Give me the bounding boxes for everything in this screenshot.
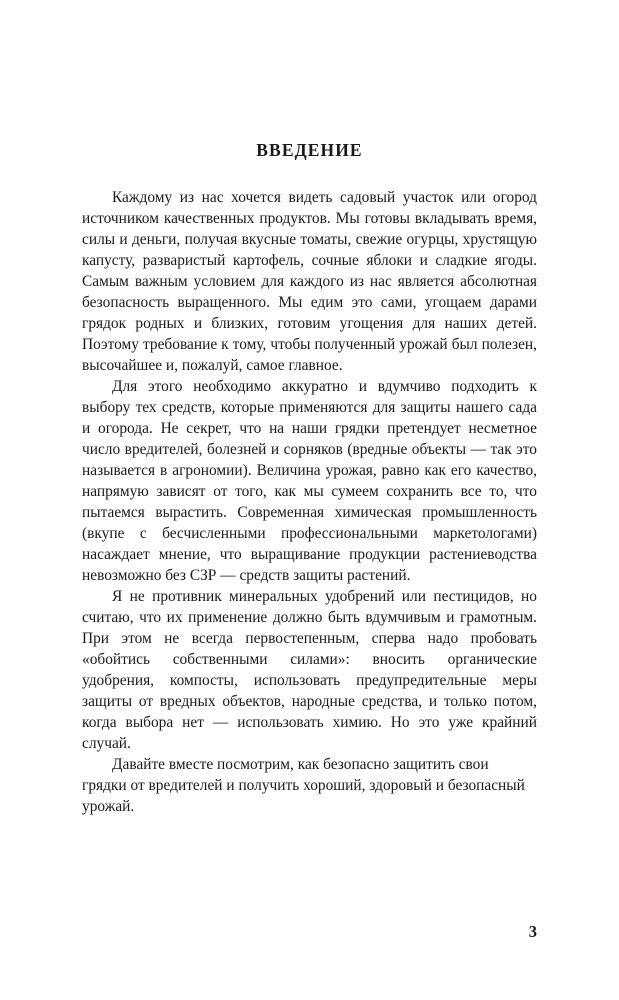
paragraph: Я не противник минеральных удобрений или пестицидов, но считаю, что их применение должно быть вдумчивым и грамотным. При этом не всегда первостепенным, сперва надо пробовать «обойтись собственными силами»: вносить органические удобрения, компосты, использовать предупредительные меры защиты от вредных объектов, народные средства, и только потом, когда выбора нет — использовать химию. Но это уже крайний случай. [82, 588, 537, 753]
paragraph: Каждому из нас хочется видеть садовый участок или огород источником качественных продуктов. Мы готовы вкладывать время, силы и деньги, получая вкусные томаты, свежие огурцы, хрустящую капусту, разваристый картофель, сочные яблоки и сладкие ягоды. Самым важным условием для каждого из нас является абсолютная безопасность выращенного. Мы едим это сами, угощаем дарами грядок родных и близких, готовим угощения для наших детей. Поэтому требование к тому, чтобы полученный урожай был полезен, высочайшее и, пожалуй, самое главное. [82, 189, 537, 375]
paragraph: Для этого необходимо аккуратно и вдумчиво подходить к выбору тех средств, которые применяются для защиты нашего сада и огорода. Не секрет, что на наши грядки претендует несметное число вредителей, болезней и сорняков (вредные объекты — так это называется в агрономии). Величина урожая, равно как его качество, напрямую зависят от того, как мы сумеем сохранить все то, что пытаемся вырастить. Современная химическая промышленность (вкупе с бесчисленными профессиональными маркетологами) насаждает мнение, что выращивание продукции растениеводства невозможно без СЗР — средств защиты растений. [82, 378, 537, 585]
page-number: 3 [528, 922, 537, 941]
body-text [82, 187, 537, 817]
page-title: ВВЕДЕНИЕ [256, 140, 363, 160]
paragraph: Давайте вместе посмотрим, как безопасно защитить свои грядки от вредителей и получить хороший, здоровый и безопасный урожай. [82, 756, 525, 816]
